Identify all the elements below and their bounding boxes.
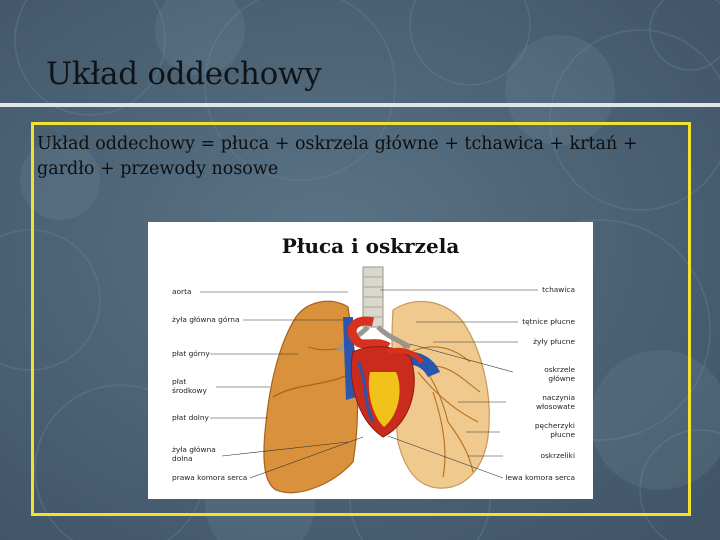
label-capillaries: naczynia włosowate <box>535 393 575 411</box>
lungs-diagram <box>148 222 593 499</box>
label-main-bronchus: oskrzele główne <box>544 365 575 383</box>
slide-body-text: Układ oddechowy = płuca + oskrzela główne + tchawica + krtań + gardło + przewody nosowe <box>37 134 638 179</box>
label-middle-lobe: płat środkowy <box>172 377 207 395</box>
label-bronchioles: oskrzeliki <box>540 451 575 460</box>
label-trachea: tchawica <box>542 285 575 294</box>
title-underline <box>0 103 720 107</box>
label-upper-lobe: płat górny <box>172 349 210 358</box>
label-left-ventricle: lewa komora serca <box>505 473 575 482</box>
label-inferior-vena-cava: żyła główna dolna <box>172 445 216 463</box>
label-alveoli: pęcherzyki płucne <box>534 421 575 439</box>
label-superior-vena-cava: żyła główna górna <box>172 315 240 324</box>
label-pulmonary-veins: żyły płucne <box>533 337 575 346</box>
label-right-ventricle: prawa komora serca <box>172 473 248 482</box>
slide-title: Układ oddechowy <box>46 56 322 92</box>
label-aorta: aorta <box>172 287 192 296</box>
diagram-title: Płuca i oskrzela <box>281 234 460 258</box>
label-lower-lobe: płat dolny <box>172 413 209 422</box>
label-pulmonary-arteries: tętnice płucne <box>522 317 575 326</box>
